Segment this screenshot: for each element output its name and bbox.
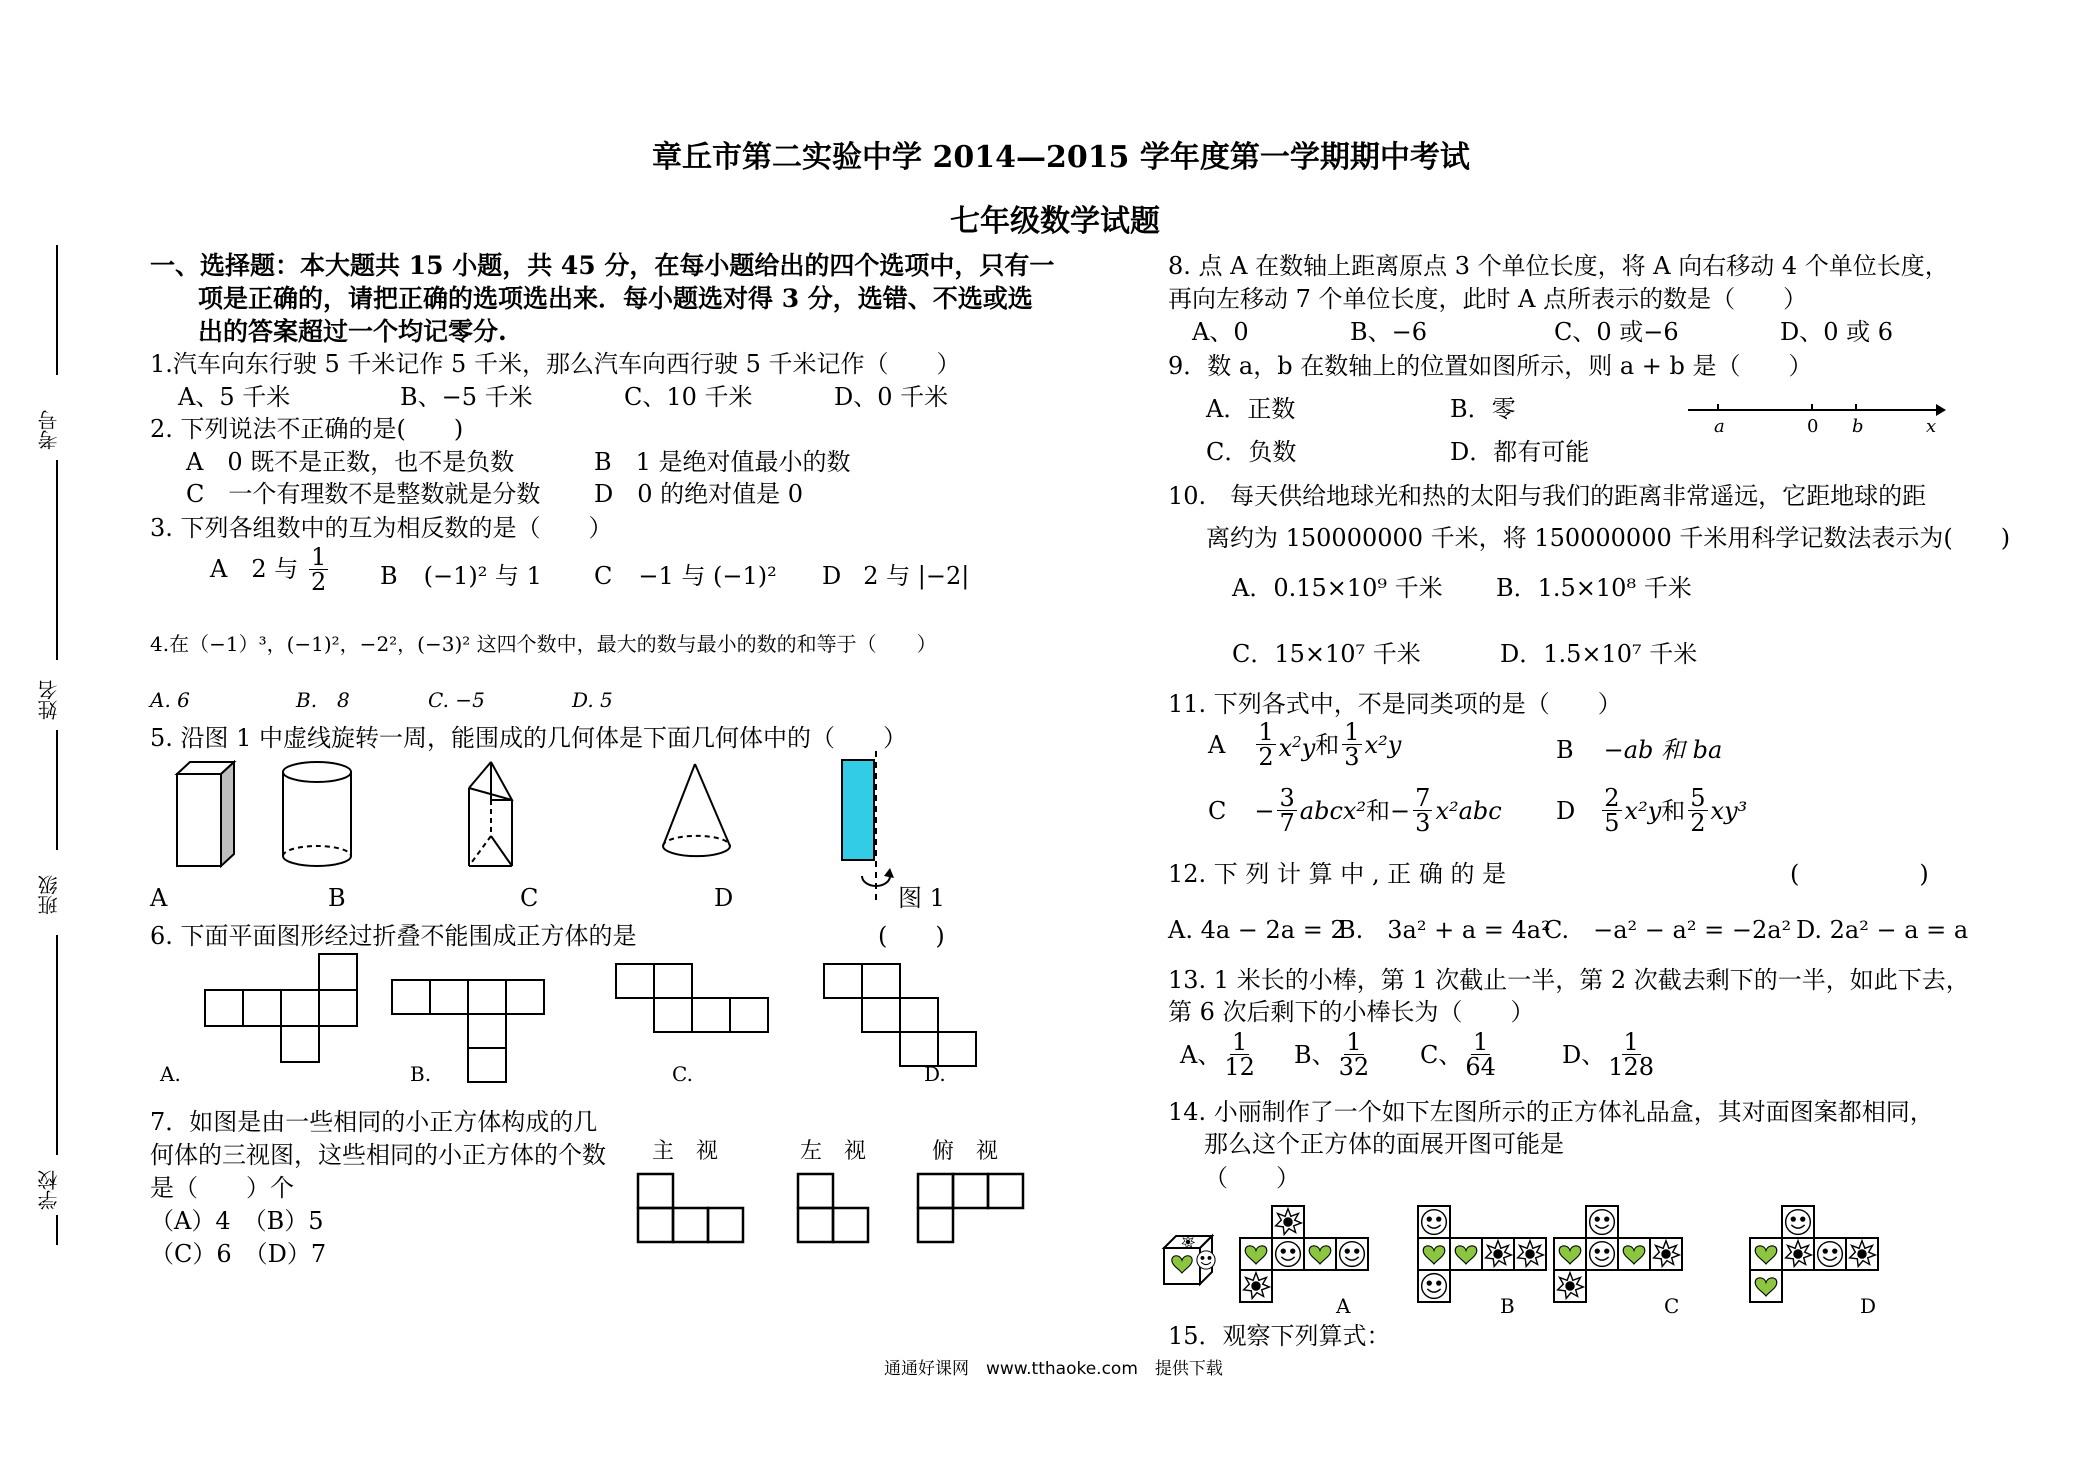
q11-b-text: −ab 和 ba [1603,736,1723,764]
q12-option-d: D. 2a² − a = a [1796,916,1969,944]
q3-c-label: C [594,562,613,590]
q3-a-fraction [306,545,331,594]
q10-line2: 离约为 150000000 千米，将 150000000 千米用科学记数法表示为( ) [1206,524,2011,552]
q11-c-and: 和− [1366,796,1411,825]
q2-option-d: D 0 的绝对值是 0 [594,480,804,508]
q2-option-a: A 0 既不是正数，也不是负数 [186,448,515,476]
q5-prism-a [177,762,234,866]
q4-stem: 4.在（−1）³，(−1)²，−2²，(−3)² 这四个数中，最大的数与最小的数的和等于（ ） [150,632,937,656]
q4-option-c: C. −5 [428,688,485,712]
q11-option-c: C − $\frac{3}{7}$ abcx² 和− $\frac{7}{3}$ x²abc [1208,784,1502,837]
q1-option-a: A、5 千米 [178,383,291,411]
q3-b-label: B [380,562,398,590]
q6-paren: ( ) [878,922,945,950]
q7-line2: 何体的三视图，这些相同的小正方体的个数 [150,1141,606,1169]
q9-axis-a: a [1714,416,1725,437]
q11-stem: 11. 下列各式中，不是同类项的是（ ） [1168,690,1622,718]
q14-line1: 14. 小丽制作了一个如下左图所示的正方体礼品盒，其对面图案都相同， [1168,1098,1934,1126]
q11-b-label: B [1556,736,1574,764]
binding-line-4 [56,935,58,1155]
q6-net-a [205,954,357,1062]
binding-line-bottom [56,1215,58,1245]
q12-option-c: C. −a² − a² = −2a² [1544,916,1792,944]
q7-front-view-label: 主 视 [652,1139,719,1164]
q9-option-a: A．正数 [1206,395,1296,423]
q7-left-view [798,1174,868,1242]
q13-option-d: D、 $\frac{1}{128}$ [1562,1028,1655,1081]
q15-stem: 15．观察下列算式： [1168,1322,1391,1350]
q5-figure1-rectangle [842,750,894,900]
q3-b-text: (−1)² 与 1 [423,562,542,590]
q5-triangular-prism-c [469,762,512,866]
q3-d-text: 2 与 |−2| [863,562,970,590]
q11-option-b [1556,734,1722,766]
q14-net-a [1240,1206,1368,1302]
q4-option-b: B. 8 [296,688,350,712]
section1-heading-2: 项是正确的，请把正确的选项选出来．每小题选对得 3 分，选错、不选或选 [198,284,1033,313]
q14-line2: 那么这个正方体的面展开图可能是 [1204,1130,1564,1158]
q3-a-denominator: 2 [311,568,327,596]
q5-label-a: A [150,884,168,912]
q6-label-a: A. [160,1062,181,1086]
school-label: 学校 [37,1170,61,1210]
q1-stem: 1.汽车向东行驶 5 千米记作 5 千米，那么汽车向西行驶 5 千米记作（ ） [150,350,961,378]
q12-stem: 12. 下 列 计 算 中 , 正 确 的 是 [1168,860,1507,888]
q7-front-view [638,1174,743,1242]
q3-a-text: 2 与 [251,555,299,583]
q14-paren: （ ） [1204,1164,1300,1192]
q13-option-b: B、 $\frac{1}{32}$ [1294,1028,1370,1081]
q14-net-d [1750,1206,1878,1302]
q11-d-term1: x²y [1624,796,1662,825]
q12-paren: ( ) [1790,860,1929,888]
q3-a-label: A [210,555,228,583]
q11-d-term2: xy³ [1710,796,1748,825]
q7-options-ab: （A）4 （B）5 [150,1207,324,1235]
q5-stem: 5. 沿图 1 中虚线旋转一周，能围成的几何体是下面几何体中的（ ） [150,724,908,752]
q2-option-b: B 1 是绝对值最小的数 [594,448,851,476]
q11-a-and: 和 [1315,730,1340,759]
footer-text: 通通好课网 www.tthaoke.com 提供下载 [884,1359,1223,1379]
q14-net-c [1554,1206,1682,1302]
q12-option-a: A. 4a − 2a = 2 [1168,916,1346,944]
q6-label-b: B. [410,1062,432,1086]
binding-line-3 [56,730,58,850]
q5-figure-label: 图 1 [898,884,945,912]
q14-gift-cube [1164,1236,1215,1284]
q3-a-numerator: 1 [311,543,327,571]
q3-stem: 3. 下列各组数中的互为相反数的是（ ） [150,514,613,542]
q12-option-b: B. 3a² + a = 4a² [1338,916,1551,944]
q8-option-d: D、0 或 6 [1780,318,1894,346]
q6-net-c [616,964,768,1032]
q9-axis-0: 0 [1807,416,1819,437]
q1-option-c: C、10 千米 [624,383,753,411]
q5-cylinder-b [283,762,351,866]
q3-option-a [210,553,298,585]
q9-option-b: B．零 [1450,395,1516,423]
q13-line2: 第 6 次后剩下的小棒长为（ ） [1168,998,1535,1026]
q10-line1: 10. 每天供给地球光和热的太阳与我们的距离非常遥远，它距地球的距 [1168,482,1927,510]
q11-a-term: x²y [1364,730,1402,759]
q14-label-c: C [1664,1294,1680,1318]
q8-line2: 再向左移动 7 个单位长度，此时 A 点所表示的数是（ ） [1168,285,1808,313]
q7-left-view-label: 左 视 [800,1139,867,1164]
q14-label-b: B [1500,1294,1515,1318]
q5-label-d: D [714,884,734,912]
q3-option-c [594,560,777,592]
page-title: 章丘市第二实验中学 2014—2015 学年度第一学期期中考试 [652,140,1470,175]
q7-options-cd: （C）6 （D）7 [150,1240,327,1268]
q10-option-c: C．15×10⁷ 千米 [1232,640,1421,668]
q14-label-a: A [1336,1294,1351,1318]
q11-d-and: 和 [1661,796,1686,825]
q6-nets-figure [150,950,1000,1090]
exam-number-label: 考号 [37,410,61,450]
q9-number-line [1680,398,1950,438]
q7-three-views [630,1170,1050,1250]
q6-stem: 6. 下面平面图形经过折叠不能围成正方体的是 [150,922,637,950]
q14-label-d: D [1860,1294,1877,1318]
q3-option-b [380,560,542,592]
q9-option-d: D．都有可能 [1450,438,1590,466]
q8-option-b: B、−6 [1350,318,1428,346]
q3-d-label: D [822,562,842,590]
q8-line1: 8. 点 A 在数轴上距离原点 3 个单位长度，将 A 向右移动 4 个单位长度， [1168,252,1949,280]
q7-line3: 是（ ）个 [150,1174,294,1202]
q11-a-label: A [1208,730,1226,759]
q2-option-c: C 一个有理数不是整数就是分数 [186,480,541,508]
page-subtitle: 七年级数学试题 [950,204,1160,239]
q7-top-view-label: 俯 视 [932,1139,999,1164]
q13-line1: 13. 1 米长的小棒，第 1 次截止一半，第 2 次截去剩下的一半，如此下去， [1168,966,1970,994]
q9-stem: 9．数 a，b 在数轴上的位置如图所示，则 a + b 是（ ） [1168,352,1813,380]
class-label: 班级 [37,875,61,915]
q10-option-b: B．1.5×10⁸ 千米 [1496,574,1692,602]
q13-option-c: C、 $\frac{1}{64}$ [1420,1028,1496,1081]
q5-label-c: C [520,884,539,912]
q14-net-b [1418,1206,1546,1302]
q7-top-view [918,1174,1023,1242]
q5-label-b: B [328,884,346,912]
q7-line1: 7．如图是由一些相同的小正方体构成的几 [150,1108,598,1136]
binding-line-top [56,245,58,375]
q11-option-d: D $\frac{2}{5}$ x²y 和 $\frac{5}{2}$ xy³ [1556,784,1748,837]
q11-d-label: D [1556,796,1576,825]
q6-label-c: C. [672,1062,693,1086]
q3-option-d [822,560,969,592]
q8-option-a: A、0 [1192,318,1249,346]
q11-c-label: C [1208,796,1227,825]
q4-option-a: A. 6 [150,688,190,712]
q10-option-a: A．0.15×10⁹ 千米 [1232,574,1443,602]
q3-c-text: −1 与 (−1)² [638,562,777,590]
q6-net-d [824,964,976,1066]
q9-axis-x: x [1926,416,1937,437]
q6-label-d: D. [924,1062,946,1086]
q11-c-term1: abcx² [1299,796,1367,825]
q4-option-d: D. 5 [572,688,613,712]
q2-stem: 2. 下列说法不正确的是( ) [150,415,464,443]
q9-axis-b: b [1852,416,1864,437]
q11-c-term2: x²abc [1435,796,1502,825]
q8-option-c: C、0 或−6 [1554,318,1679,346]
q11-option-a: A $\frac{1}{2}$ $x^2y$ 和 $\frac{1}{3}$ x²y [1208,718,1402,771]
q10-option-d: D．1.5×10⁷ 千米 [1500,640,1698,668]
q13-option-a: A、 $\frac{1}{12}$ [1180,1028,1255,1081]
q14-cube-nets [1160,1198,1940,1330]
q9-option-c: C．负数 [1206,438,1297,466]
binding-line-2 [56,460,58,660]
q5-solids-figure [150,750,950,900]
name-label: 姓名 [37,680,61,720]
q1-option-d: D、0 千米 [834,383,949,411]
section1-heading-1: 一、选择题：本大题共 15 小题，共 45 分，在每小题给出的四个选项中，只有一 [150,251,1055,280]
q1-option-b: B、−5 千米 [400,383,533,411]
section1-heading-3: 出的答案超过一个均记零分. [198,317,507,346]
q5-cone-d [663,764,730,856]
